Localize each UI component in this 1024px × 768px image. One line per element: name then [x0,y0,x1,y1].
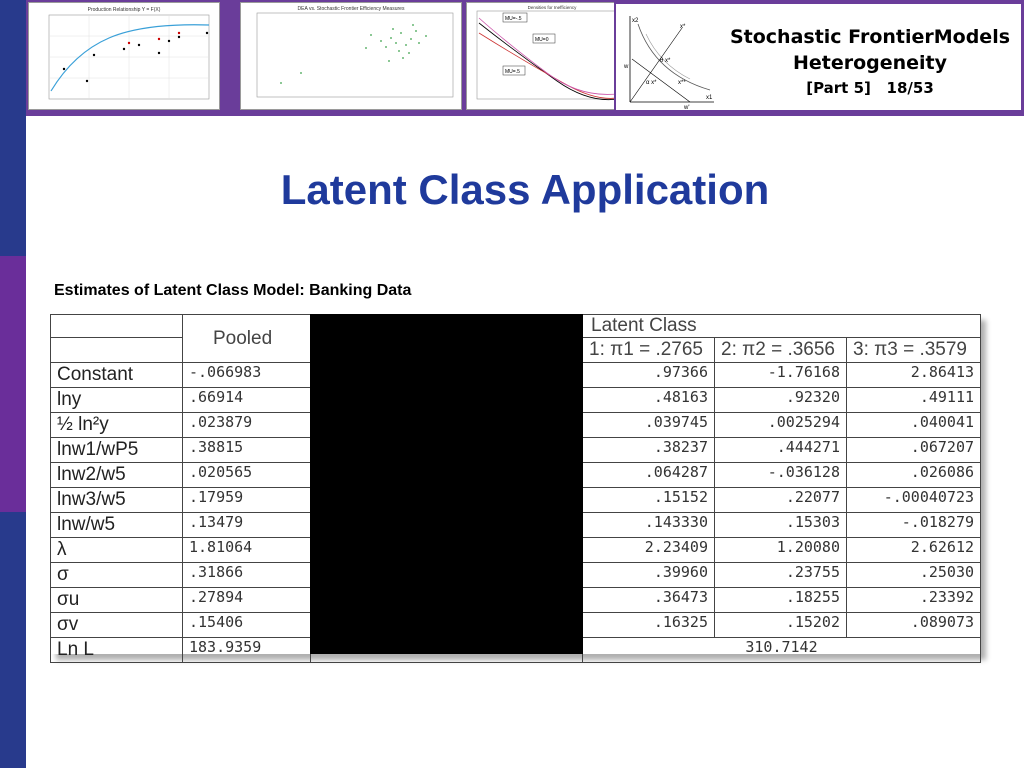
diagram-label-alpha: α x* [646,80,657,86]
left-bar-middle [0,256,26,512]
class-3-value: 2.62612 [847,538,981,563]
class-2-value: .23755 [715,563,847,588]
diagram-label-wprime: w' [684,105,690,110]
class-3-value: -.00040723 [847,488,981,513]
row-label: Ln L [51,638,183,663]
class-3-value: .23392 [847,588,981,613]
class-1-value: .143330 [583,513,715,538]
pooled-value: .17959 [183,488,311,513]
class-1-value: .38237 [583,438,715,463]
header-subtitle: Heterogeneity [792,52,948,74]
class-1-value: .15152 [583,488,715,513]
class-2-value: .22077 [715,488,847,513]
class-3-value: .25030 [847,563,981,588]
class-2-value: -.036128 [715,463,847,488]
row-label: λ [51,538,183,563]
pooled-value: -.066983 [183,363,311,388]
corner-cell [51,315,183,338]
thumb3-caption: Densities for Inefficiency [527,5,577,10]
densities-svg [467,3,637,109]
pooled-value: .020565 [183,463,311,488]
pooled-value: .38815 [183,438,311,463]
thumb-label-mu-neg: MU=-.5 [505,16,522,22]
class-3-value: .040041 [847,413,981,438]
class-3-value: 2.86413 [847,363,981,388]
thumb-label-mu-zero: MU=0 [535,37,549,43]
header-pooled: Pooled [183,315,311,363]
class-2-value: 1.20080 [715,538,847,563]
class-1-value: .97366 [583,363,715,388]
row-label: lnw3/w5 [51,488,183,513]
class-1-value: .39960 [583,563,715,588]
slide-title: Latent Class Application [280,166,770,213]
class-2-value: .15303 [715,513,847,538]
thumb-label-mu-pos: MU=.5 [505,69,520,75]
diagram-label-x2: x2 [632,18,639,24]
row-label: σv [51,613,183,638]
row-label: lnw1/wP5 [51,438,183,463]
redaction-block [310,314,583,654]
pooled-value: .13479 [183,513,311,538]
thumbnail-production-chart [28,2,220,110]
dea-scatter-svg [241,3,461,109]
row-label: σ [51,563,183,588]
class-3-value: .067207 [847,438,981,463]
diagram-label-xstar: x* [680,24,686,30]
class-3-value: .49111 [847,388,981,413]
left-bar-top [0,0,26,256]
class-2-value: .92320 [715,388,847,413]
class-2-value: .444271 [715,438,847,463]
table-caption: Estimates of Latent Class Model: Banking Data [54,282,412,299]
pooled-value: .31866 [183,563,311,588]
class-1-value: 2.23409 [583,538,715,563]
class-1-value: .36473 [583,588,715,613]
class-3-value: -.018279 [847,513,981,538]
left-accent-bar [0,0,26,768]
pooled-value: .27894 [183,588,311,613]
thumb1-caption: Production Relationship Y = F(X) [87,7,161,13]
thumbnail-densities [466,2,638,110]
header-part-indicator: [Part 5] 18/53 [806,79,934,97]
class-2-value: .15202 [715,613,847,638]
row-label: lnw/w5 [51,513,183,538]
production-chart-svg [29,3,219,109]
thumbnail-dea-scatter [240,2,462,110]
row-label: Constant [51,363,183,388]
diagram-label-w: w [624,64,629,70]
diagram-label-xstarstar: x** [678,80,686,86]
diagram-label-theta: θ x* [660,58,671,64]
corner-cell-2 [51,338,183,363]
latent-loglik-value: 310.7142 [583,638,981,663]
row-label: σu [51,588,183,613]
pooled-value: .023879 [183,413,311,438]
header-class-1: 1: π1 = .2765 [583,338,715,363]
diagram-label-x1: x1 [706,95,713,101]
class-3-value: .026086 [847,463,981,488]
pooled-value: .15406 [183,613,311,638]
row-label: lnw2/w5 [51,463,183,488]
pooled-value: .66914 [183,388,311,413]
row-label: ½ ln²y [51,413,183,438]
class-1-value: .48163 [583,388,715,413]
thumb2-caption: DEA vs. Stochastic Frontier Efficiency Measures [297,6,405,12]
row-label: lny [51,388,183,413]
class-1-value: .16325 [583,613,715,638]
header-class-3: 3: π3 = .3579 [847,338,981,363]
class-1-value: .039745 [583,413,715,438]
left-bar-bottom [0,512,26,768]
header-title: Stochastic FrontierModels [729,26,1011,48]
pooled-value: 1.81064 [183,538,311,563]
class-2-value: .18255 [715,588,847,613]
class-3-value: .089073 [847,613,981,638]
class-2-value: -1.76168 [715,363,847,388]
pooled-value: 183.9359 [183,638,311,663]
header-latent-class: Latent Class [583,315,981,338]
class-2-value: .0025294 [715,413,847,438]
class-1-value: .064287 [583,463,715,488]
header-class-2: 2: π2 = .3656 [715,338,847,363]
